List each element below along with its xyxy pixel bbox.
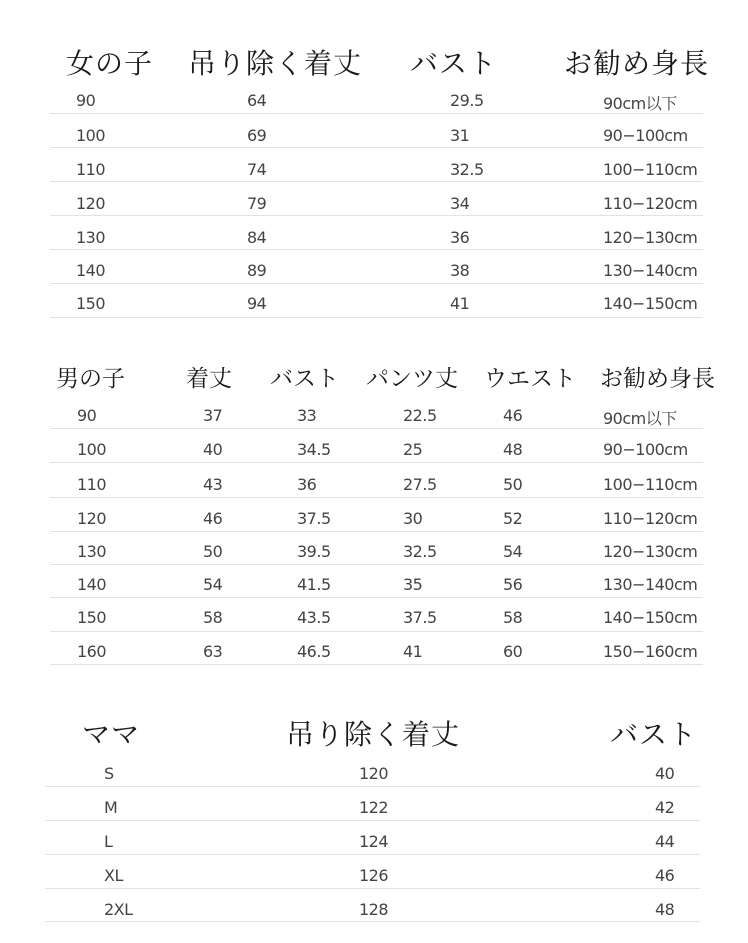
table-cell: 89 [247,261,267,280]
table-cell: 41 [403,642,423,661]
table-cell: 58 [503,608,523,627]
table-cell: 100 [77,440,107,459]
table-cell: 50 [503,475,523,494]
row-divider [50,462,703,463]
boys-header-1: 着丈 [186,366,232,392]
table-cell: 120 [77,509,107,528]
table-cell: 36 [297,475,317,494]
table-cell: 37 [203,406,223,425]
table-cell: 56 [503,575,523,594]
table-cell: 100−110cm [603,475,698,494]
row-divider [45,820,700,821]
table-cell: 54 [503,542,523,561]
table-cell: 58 [203,608,223,627]
row-divider [50,113,703,114]
girls-header-1: 吊り除く着丈 [188,47,363,80]
table-cell: 46 [655,866,675,885]
row-divider [50,283,703,284]
table-cell: 39.5 [297,542,331,561]
table-cell: 64 [247,91,267,110]
row-divider [50,597,703,598]
table-cell: 130−140cm [603,261,698,280]
mama-header-1: 吊り除く着丈 [286,718,461,751]
table-cell: 150−160cm [603,642,698,661]
row-divider [50,497,703,498]
table-cell: 110−120cm [603,194,698,213]
mama-header-2: バスト [610,718,698,751]
table-cell: 160 [77,642,107,661]
mama-header-0: ママ [82,718,141,751]
table-cell: 48 [655,900,675,919]
row-divider [50,147,703,148]
row-divider [45,921,700,922]
table-cell: 63 [203,642,223,661]
table-cell: 110 [76,160,106,179]
table-cell: 22.5 [403,406,437,425]
table-cell: 32.5 [403,542,437,561]
table-cell: 110 [77,475,107,494]
table-cell: 128 [359,900,389,919]
table-cell: 90cm以下 [603,94,677,113]
row-divider [50,631,703,632]
table-cell: XL [104,866,123,885]
table-cell: 84 [247,228,267,247]
table-cell: 120−130cm [603,228,698,247]
boys-header-2: バスト [270,366,339,392]
table-cell: 100 [76,126,106,145]
table-cell: 90 [76,91,96,110]
table-cell: 40 [203,440,223,459]
table-cell: 74 [247,160,267,179]
table-cell: M [104,798,118,817]
boys-header-5: お勧め身長 [600,366,715,392]
table-cell: 150 [76,294,106,313]
table-cell: 34 [450,194,470,213]
table-cell: 150 [77,608,107,627]
table-cell: 38 [450,261,470,280]
girls-header-3: お勧め身長 [564,47,710,80]
table-cell: 79 [247,194,267,213]
table-cell: 124 [359,832,389,851]
table-cell: 126 [359,866,389,885]
table-cell: 100−110cm [603,160,698,179]
table-cell: 46 [203,509,223,528]
table-cell: 140−150cm [603,608,698,627]
table-cell: S [104,764,114,783]
table-cell: 130−140cm [603,575,698,594]
table-cell: 90cm以下 [603,409,677,428]
table-cell: 29.5 [450,91,484,110]
table-cell: 41.5 [297,575,331,594]
table-cell: 43 [203,475,223,494]
table-cell: 122 [359,798,389,817]
row-divider [45,888,700,889]
table-cell: 94 [247,294,267,313]
table-cell: 46.5 [297,642,331,661]
row-divider [50,317,703,318]
row-divider [50,564,703,565]
table-cell: 90−100cm [603,126,688,145]
row-divider [50,181,703,182]
row-divider [50,215,703,216]
table-cell: 35 [403,575,423,594]
table-cell: 140−150cm [603,294,698,313]
row-divider [50,249,703,250]
table-cell: 25 [403,440,423,459]
table-cell: 140 [76,261,106,280]
boys-header-3: パンツ丈 [366,366,458,392]
table-cell: 120 [76,194,106,213]
table-cell: 44 [655,832,675,851]
table-cell: 52 [503,509,523,528]
table-cell: 46 [503,406,523,425]
table-cell: L [104,832,113,851]
table-cell: 60 [503,642,523,661]
table-cell: 130 [77,542,107,561]
table-cell: 2XL [104,900,133,919]
table-cell: 31 [450,126,470,145]
table-cell: 41 [450,294,470,313]
table-cell: 33 [297,406,317,425]
row-divider [50,664,703,665]
table-cell: 36 [450,228,470,247]
boys-header-4: ウエスト [484,366,576,392]
table-cell: 37.5 [297,509,331,528]
table-cell: 43.5 [297,608,331,627]
table-cell: 37.5 [403,608,437,627]
table-cell: 140 [77,575,107,594]
table-cell: 34.5 [297,440,331,459]
table-cell: 40 [655,764,675,783]
table-cell: 32.5 [450,160,484,179]
table-cell: 120−130cm [603,542,698,561]
table-cell: 90 [77,406,97,425]
table-cell: 48 [503,440,523,459]
table-cell: 42 [655,798,675,817]
table-cell: 110−120cm [603,509,698,528]
row-divider [45,854,700,855]
girls-header-2: バスト [410,47,498,80]
table-cell: 120 [359,764,389,783]
row-divider [50,428,703,429]
table-cell: 90−100cm [603,440,688,459]
girls-header-0: 女の子 [66,47,154,80]
table-cell: 30 [403,509,423,528]
table-cell: 130 [76,228,106,247]
row-divider [45,786,700,787]
table-cell: 27.5 [403,475,437,494]
row-divider [50,531,703,532]
boys-header-0: 男の子 [56,366,125,392]
table-cell: 69 [247,126,267,145]
table-cell: 54 [203,575,223,594]
table-cell: 50 [203,542,223,561]
